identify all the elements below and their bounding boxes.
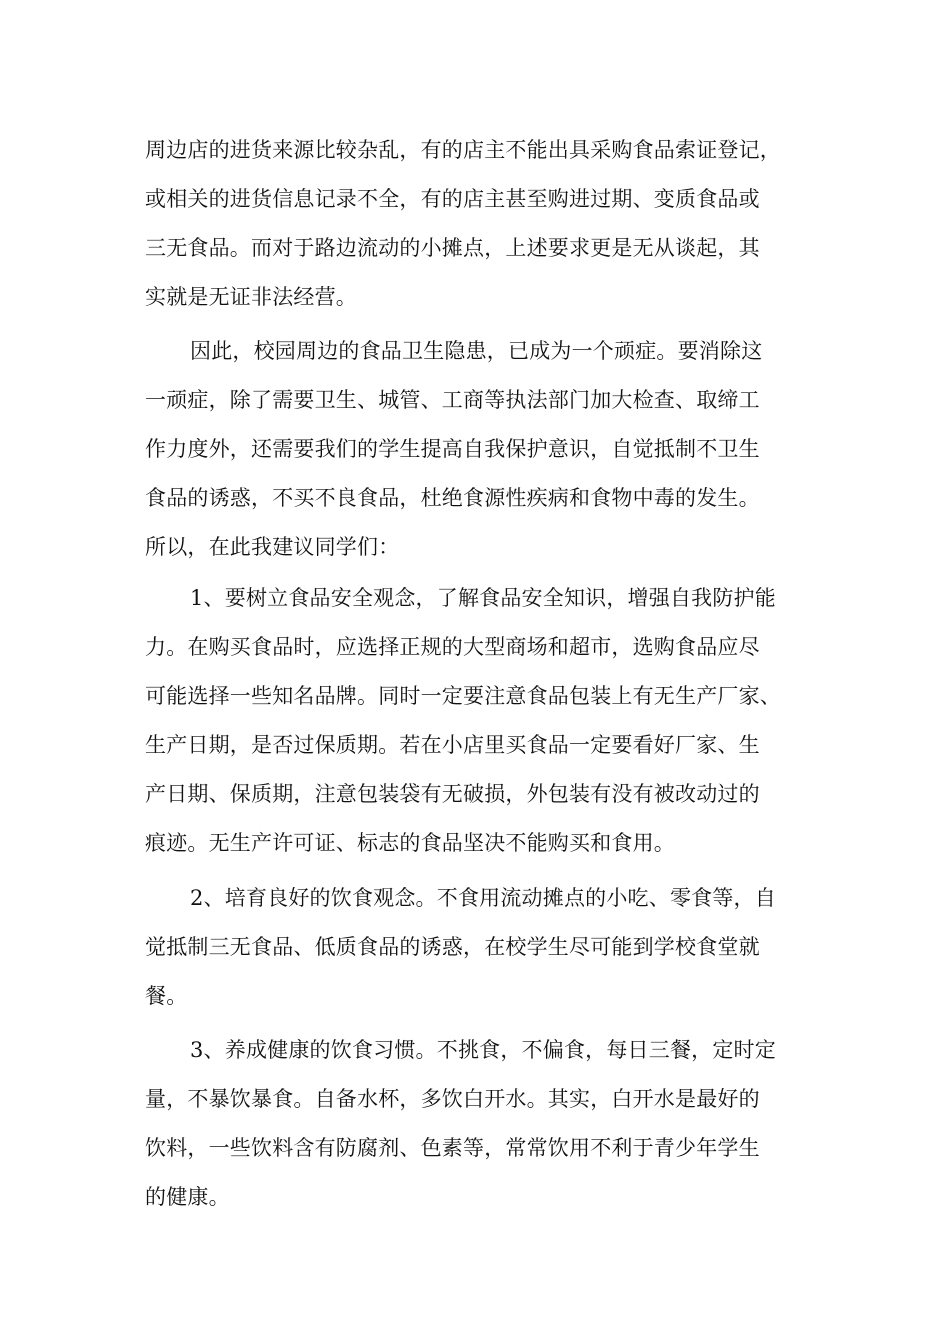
- list-item-1-start: 1、要树立食品安全观念，了解食品安全知识，增强自我防护能: [190, 586, 776, 610]
- text-line: 痕迹。无生产许可证、标志的食品坚决不能购买和食用。: [145, 831, 675, 855]
- text-line: 生产日期，是否过保质期。若在小店里买食品一定要看好厂家、生: [145, 733, 760, 757]
- text-line: 三无食品。而对于路边流动的小摊点，上述要求更是无从谈起，其: [145, 236, 760, 260]
- text-line: 量，不暴饮暴食。自备水杯，多饮白开水。其实，白开水是最好的: [145, 1087, 760, 1111]
- text-line: 食品的诱惑，不买不良食品，杜绝食源性疾病和食物中毒的发生。: [145, 486, 760, 510]
- text-line: 餐。: [145, 984, 188, 1008]
- text-line: 可能选择一些知名品牌。同时一定要注意食品包装上有无生产厂家、: [145, 684, 781, 708]
- list-item-2-start: 2、培育良好的饮食观念。不食用流动摊点的小吃、零食等，自: [190, 886, 776, 910]
- text-line: 所以，在此我建议同学们：: [145, 535, 400, 559]
- text-line: 周边店的进货来源比较杂乱，有的店主不能出具采购食品索证登记，: [145, 138, 781, 162]
- paragraph-start-line: 因此，校园周边的食品卫生隐患，已成为一个顽症。要消除这: [190, 339, 763, 363]
- text-line: 实就是无证非法经营。: [145, 285, 357, 309]
- text-line: 一顽症，除了需要卫生、城管、工商等执法部门加大检查、取缔工: [145, 388, 760, 412]
- text-line: 饮料，一些饮料含有防腐剂、色素等，常常饮用不利于青少年学生: [145, 1136, 760, 1160]
- text-line: 或相关的进货信息记录不全，有的店主甚至购进过期、变质食品或: [145, 187, 760, 211]
- list-item-3-start: 3、养成健康的饮食习惯。不挑食，不偏食，每日三餐，定时定: [190, 1038, 776, 1062]
- text-line: 产日期、保质期，注意包装袋有无破损，外包装有没有被改动过的: [145, 782, 760, 806]
- text-line: 的健康。: [145, 1185, 230, 1209]
- text-line: 作力度外，还需要我们的学生提高自我保护意识，自觉抵制不卫生: [145, 437, 760, 461]
- text-line: 觉抵制三无食品、低质食品的诱惑，在校学生尽可能到学校食堂就: [145, 935, 760, 959]
- text-line: 力。在购买食品时，应选择正规的大型商场和超市，选购食品应尽: [145, 635, 760, 659]
